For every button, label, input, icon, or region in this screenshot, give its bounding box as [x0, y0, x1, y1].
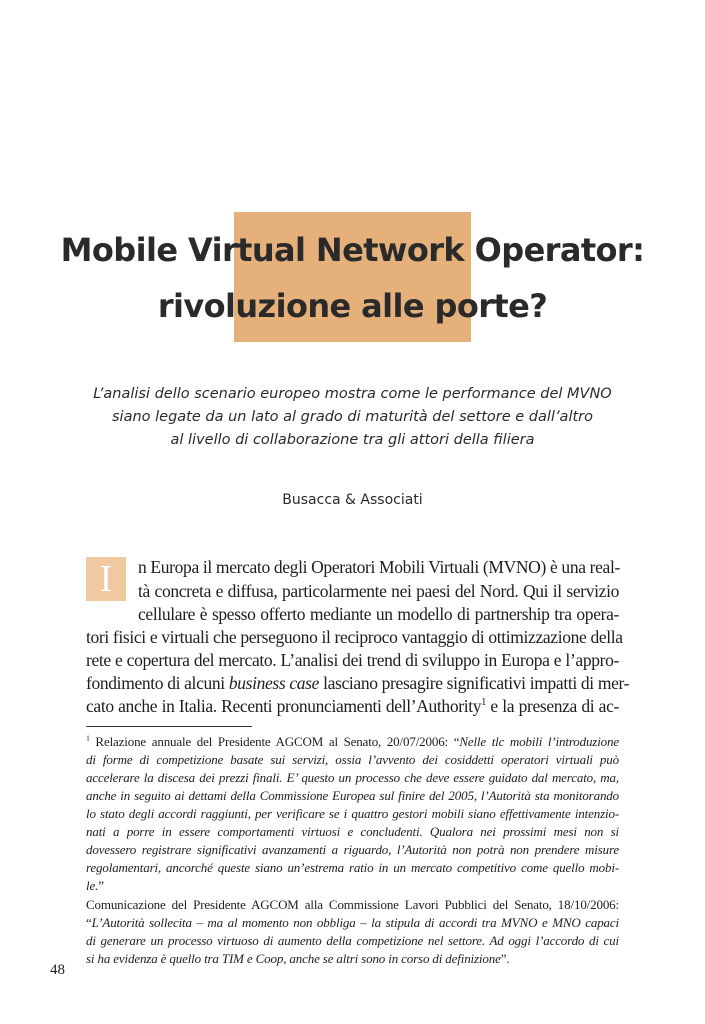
body-line: n Europa il mercato degli Operatori Mobili Virtuali (MVNO) è una real- — [138, 557, 620, 577]
footnote-line — [86, 805, 619, 823]
body-line — [86, 694, 619, 718]
footnote-text: “ — [86, 915, 92, 930]
footnote-emphasis: L’Autorità sollecita – ma al momento non obbliga – la stipula di accordi tra MVNO e MNO capaci — [91, 915, 619, 930]
footnote-emphasis: lo stato degli accordi raggiunti, per verificare se i quattro gestori mobili siano effettivamente intenzio- — [86, 806, 619, 821]
footnote-line — [86, 877, 619, 895]
drop-cap: I — [86, 557, 126, 601]
footnote-divider — [86, 726, 252, 727]
footnote-line — [86, 787, 619, 805]
footnote-emphasis: anche in seguito ai dettami della Commissione Europea sul finire del 2005, l’Autorità sta monitorando — [86, 788, 619, 803]
footnote-emphasis: si ha evidenza è quello tra TIM e Coop, anche se altri sono in corso di definizione — [86, 951, 501, 966]
body-line: tà concreta e diffusa, particolarmente nei paesi del Nord. Qui il servizio — [138, 581, 619, 601]
footnote-emphasis: regolamentari, ancorché queste siano un’estrema ratio in un mercato competitivo come quello mobi- — [86, 860, 619, 875]
title-line: Mobile Virtual Network Operator: — [60, 231, 645, 269]
body-line: cellulare è spesso offerto mediante un modello di partnership tra opera- — [138, 604, 619, 624]
footnote-line — [86, 751, 619, 769]
footnote-emphasis: dovessero registrare significativi avanzamenti a riguardo, l’Autorità non potrà non prendere misure — [86, 842, 619, 857]
article-author: Busacca & Associati — [282, 492, 423, 508]
footnote-reference: 1 — [481, 697, 487, 709]
footnote-text: ” — [98, 878, 104, 893]
footnote-line — [86, 841, 619, 859]
footnote-line — [86, 733, 619, 751]
footnote-emphasis: accelerare la discesa dei prezzi finali. E’ questo un processo che deve essere guidato dal mercato, ma, — [86, 770, 619, 785]
footnote-marker: 1 — [86, 733, 90, 743]
body-text: lasciano presagire significativi impatti di mer- — [319, 673, 630, 693]
footnote-line — [86, 914, 619, 932]
article-title — [30, 222, 675, 334]
page-number: 48 — [50, 962, 65, 978]
footnote-emphasis: nati a porre in essere comportamenti virtuosi e concludenti. Qualora nei prossimi mesi non si — [86, 824, 619, 839]
article-subtitle — [60, 383, 645, 452]
body-text: fondimento di alcuni — [86, 673, 229, 693]
footnote-emphasis: di forme di competizione basate sui servizi, ossia l’avvento dei cosiddetti operatori virtuali può — [86, 752, 619, 767]
subtitle-line: al livello di collaborazione tra gli attori della filiera — [170, 432, 535, 448]
footnote-line — [86, 932, 619, 950]
body-line: tori fisici e virtuali che perseguono il reciproco vantaggio di ottimizzazione della — [86, 627, 623, 647]
footnote-emphasis: di generare un processo virtuoso di aumento della competizione nel settore. Ad oggi l’accordo di cui — [86, 933, 619, 948]
body-line — [86, 671, 630, 695]
footnote-line — [86, 769, 619, 787]
footnote-line — [86, 823, 619, 841]
footnote-text: Relazione annuale del Presidente AGCOM al Senato, 20/07/2006: “ — [89, 734, 460, 749]
footnote-line — [86, 859, 619, 877]
footnote-emphasis: le. — [86, 878, 99, 893]
body-emphasis: business case — [228, 673, 320, 693]
body-text: e la presenza di ac- — [486, 696, 619, 716]
subtitle-line: siano legate da un lato al grado di maturità del settore e dall’altro — [111, 409, 593, 425]
subtitle-line: L’analisi dello scenario europeo mostra come le performance del MVNO — [93, 386, 612, 402]
footnote-line — [86, 950, 619, 968]
footnote-emphasis: Nelle tlc mobili l’introduzione — [459, 734, 619, 749]
body-text: cato anche in Italia. Recenti pronunciamenti dell’Authority — [86, 696, 482, 716]
title-line: rivoluzione alle porte? — [157, 287, 548, 325]
body-line: rete e copertura del mercato. L’analisi dei trend di sviluppo in Europa e l’appro- — [86, 650, 619, 670]
footnote-text: ”. — [500, 951, 510, 966]
footnote-line: Comunicazione del Presidente AGCOM alla Commissione Lavori Pubblici del Senato, 18/10/2006: — [86, 897, 619, 912]
